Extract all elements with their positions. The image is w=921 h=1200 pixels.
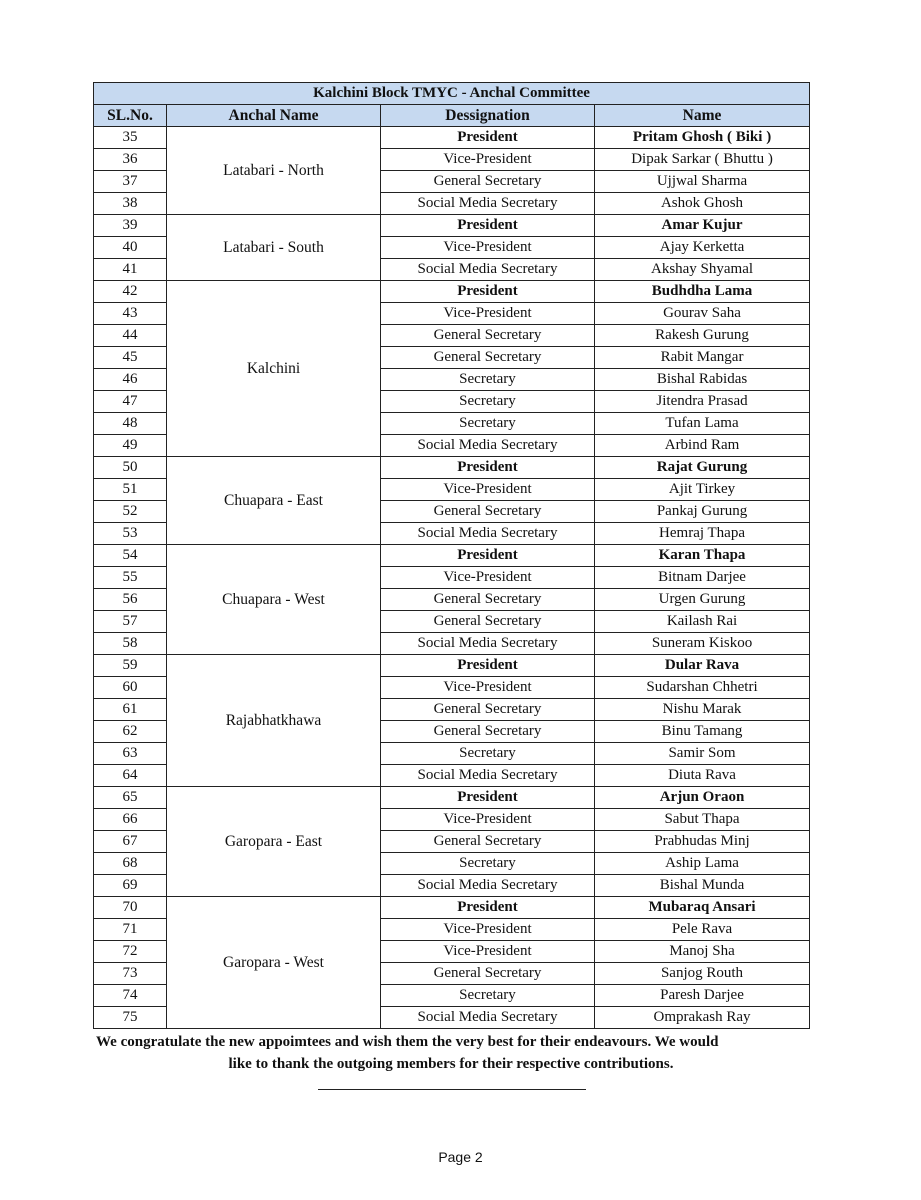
- designation-cell: President: [381, 897, 595, 919]
- sl-no-cell: 59: [94, 655, 167, 677]
- sl-no-cell: 37: [94, 171, 167, 193]
- member-name-cell: Suneram Kiskoo: [595, 633, 810, 655]
- sl-no-cell: 47: [94, 391, 167, 413]
- designation-cell: Social Media Secretary: [381, 875, 595, 897]
- designation-cell: President: [381, 787, 595, 809]
- member-name-cell: Pankaj Gurung: [595, 501, 810, 523]
- designation-cell: Secretary: [381, 743, 595, 765]
- page-number: Page 2: [438, 1149, 483, 1165]
- sl-no-cell: 54: [94, 545, 167, 567]
- signature-line: [318, 1089, 586, 1090]
- sl-no-cell: 48: [94, 413, 167, 435]
- designation-cell: President: [381, 281, 595, 303]
- sl-no-cell: 61: [94, 699, 167, 721]
- sl-no-cell: 68: [94, 853, 167, 875]
- member-name-cell: Omprakash Ray: [595, 1007, 810, 1029]
- table-body: [94, 127, 810, 1029]
- designation-cell: General Secretary: [381, 699, 595, 721]
- member-name-cell: Paresh Darjee: [595, 985, 810, 1007]
- closing-message: [93, 1031, 809, 1075]
- sl-no-cell: 62: [94, 721, 167, 743]
- sl-no-cell: 35: [94, 127, 167, 149]
- member-name-cell: Bitnam Darjee: [595, 567, 810, 589]
- sl-no-cell: 65: [94, 787, 167, 809]
- designation-cell: Social Media Secretary: [381, 259, 595, 281]
- sl-no-cell: 44: [94, 325, 167, 347]
- member-name-cell: Amar Kujur: [595, 215, 810, 237]
- anchal-name-cell: Kalchini: [167, 281, 381, 457]
- sl-no-cell: 53: [94, 523, 167, 545]
- sl-no-cell: 52: [94, 501, 167, 523]
- designation-cell: Secretary: [381, 369, 595, 391]
- member-name-cell: Pritam Ghosh ( Biki ): [595, 127, 810, 149]
- member-name-cell: Sanjog Routh: [595, 963, 810, 985]
- designation-cell: Vice-President: [381, 237, 595, 259]
- table-row: [94, 655, 810, 677]
- member-name-cell: Sudarshan Chhetri: [595, 677, 810, 699]
- sl-no-cell: 50: [94, 457, 167, 479]
- member-name-cell: Rajat Gurung: [595, 457, 810, 479]
- sl-no-cell: 43: [94, 303, 167, 325]
- designation-cell: Vice-President: [381, 919, 595, 941]
- designation-cell: Social Media Secretary: [381, 765, 595, 787]
- member-name-cell: Nishu Marak: [595, 699, 810, 721]
- anchal-name-cell: Garopara - West: [167, 897, 381, 1029]
- designation-cell: President: [381, 545, 595, 567]
- member-name-cell: Rakesh Gurung: [595, 325, 810, 347]
- designation-cell: Secretary: [381, 413, 595, 435]
- sl-no-cell: 66: [94, 809, 167, 831]
- designation-cell: Social Media Secretary: [381, 1007, 595, 1029]
- anchal-name-cell: Chuapara - West: [167, 545, 381, 655]
- sl-no-cell: 69: [94, 875, 167, 897]
- sl-no-cell: 56: [94, 589, 167, 611]
- designation-cell: Vice-President: [381, 303, 595, 325]
- sl-no-cell: 72: [94, 941, 167, 963]
- designation-cell: General Secretary: [381, 325, 595, 347]
- designation-cell: Secretary: [381, 853, 595, 875]
- member-name-cell: Kailash Rai: [595, 611, 810, 633]
- designation-cell: General Secretary: [381, 963, 595, 985]
- sl-no-cell: 38: [94, 193, 167, 215]
- member-name-cell: Binu Tamang: [595, 721, 810, 743]
- table-row: [94, 787, 810, 809]
- sl-no-cell: 64: [94, 765, 167, 787]
- designation-cell: General Secretary: [381, 611, 595, 633]
- sl-no-cell: 57: [94, 611, 167, 633]
- designation-cell: Vice-President: [381, 479, 595, 501]
- member-name-cell: Diuta Rava: [595, 765, 810, 787]
- designation-cell: General Secretary: [381, 589, 595, 611]
- member-name-cell: Bishal Rabidas: [595, 369, 810, 391]
- table-title-row: [94, 83, 810, 105]
- member-name-cell: Arbind Ram: [595, 435, 810, 457]
- member-name-cell: Mubaraq Ansari: [595, 897, 810, 919]
- anchal-name-cell: Latabari - North: [167, 127, 381, 215]
- member-name-cell: Dular Rava: [595, 655, 810, 677]
- sl-no-cell: 41: [94, 259, 167, 281]
- sl-no-cell: 45: [94, 347, 167, 369]
- member-name-cell: Bishal Munda: [595, 875, 810, 897]
- designation-cell: General Secretary: [381, 721, 595, 743]
- designation-cell: Vice-President: [381, 941, 595, 963]
- sl-no-cell: 49: [94, 435, 167, 457]
- designation-cell: President: [381, 127, 595, 149]
- member-name-cell: Pele Rava: [595, 919, 810, 941]
- sl-no-cell: 67: [94, 831, 167, 853]
- designation-cell: General Secretary: [381, 347, 595, 369]
- designation-cell: Vice-President: [381, 677, 595, 699]
- committee-table: [93, 82, 810, 1029]
- sl-no-cell: 58: [94, 633, 167, 655]
- sl-no-cell: 46: [94, 369, 167, 391]
- member-name-cell: Ashok Ghosh: [595, 193, 810, 215]
- table-row: [94, 897, 810, 919]
- designation-cell: Secretary: [381, 391, 595, 413]
- header-name: Name: [595, 105, 810, 127]
- designation-cell: General Secretary: [381, 501, 595, 523]
- member-name-cell: Dipak Sarkar ( Bhuttu ): [595, 149, 810, 171]
- designation-cell: Social Media Secretary: [381, 523, 595, 545]
- designation-cell: President: [381, 215, 595, 237]
- designation-cell: Vice-President: [381, 809, 595, 831]
- member-name-cell: Hemraj Thapa: [595, 523, 810, 545]
- table-row: [94, 127, 810, 149]
- member-name-cell: Samir Som: [595, 743, 810, 765]
- member-name-cell: Sabut Thapa: [595, 809, 810, 831]
- member-name-cell: Ujjwal Sharma: [595, 171, 810, 193]
- designation-cell: Social Media Secretary: [381, 633, 595, 655]
- member-name-cell: Urgen Gurung: [595, 589, 810, 611]
- header-anchal-name: Anchal Name: [167, 105, 381, 127]
- designation-cell: Vice-President: [381, 567, 595, 589]
- member-name-cell: Jitendra Prasad: [595, 391, 810, 413]
- anchal-name-cell: Latabari - South: [167, 215, 381, 281]
- designation-cell: Social Media Secretary: [381, 435, 595, 457]
- designation-cell: Social Media Secretary: [381, 193, 595, 215]
- closing-line-2: like to thank the outgoing members for their respective contributions.: [228, 1056, 674, 1072]
- sl-no-cell: 55: [94, 567, 167, 589]
- table-row: [94, 281, 810, 303]
- table-title: Kalchini Block TMYC - Anchal Committee: [94, 83, 810, 105]
- designation-cell: Secretary: [381, 985, 595, 1007]
- header-sl-no: SL.No.: [94, 105, 167, 127]
- sl-no-cell: 42: [94, 281, 167, 303]
- sl-no-cell: 60: [94, 677, 167, 699]
- sl-no-cell: 70: [94, 897, 167, 919]
- table-header-row: [94, 105, 810, 127]
- header-designation: Dessignation: [381, 105, 595, 127]
- sl-no-cell: 39: [94, 215, 167, 237]
- sl-no-cell: 63: [94, 743, 167, 765]
- designation-cell: President: [381, 655, 595, 677]
- member-name-cell: Ajay Kerketta: [595, 237, 810, 259]
- table-row: [94, 215, 810, 237]
- member-name-cell: Tufan Lama: [595, 413, 810, 435]
- designation-cell: General Secretary: [381, 171, 595, 193]
- sl-no-cell: 75: [94, 1007, 167, 1029]
- member-name-cell: Arjun Oraon: [595, 787, 810, 809]
- sl-no-cell: 36: [94, 149, 167, 171]
- designation-cell: Vice-President: [381, 149, 595, 171]
- member-name-cell: Prabhudas Minj: [595, 831, 810, 853]
- table-row: [94, 545, 810, 567]
- closing-line-1: We congratulate the new appoimtees and wish them the very best for their endeavours. We would: [96, 1034, 719, 1050]
- sl-no-cell: 40: [94, 237, 167, 259]
- anchal-name-cell: Rajabhatkhawa: [167, 655, 381, 787]
- sl-no-cell: 71: [94, 919, 167, 941]
- member-name-cell: Akshay Shyamal: [595, 259, 810, 281]
- table-row: [94, 457, 810, 479]
- sl-no-cell: 73: [94, 963, 167, 985]
- member-name-cell: Rabit Mangar: [595, 347, 810, 369]
- member-name-cell: Karan Thapa: [595, 545, 810, 567]
- member-name-cell: Budhdha Lama: [595, 281, 810, 303]
- sl-no-cell: 51: [94, 479, 167, 501]
- member-name-cell: Ajit Tirkey: [595, 479, 810, 501]
- sl-no-cell: 74: [94, 985, 167, 1007]
- designation-cell: General Secretary: [381, 831, 595, 853]
- anchal-name-cell: Chuapara - East: [167, 457, 381, 545]
- member-name-cell: Manoj Sha: [595, 941, 810, 963]
- designation-cell: President: [381, 457, 595, 479]
- member-name-cell: Gourav Saha: [595, 303, 810, 325]
- anchal-name-cell: Garopara - East: [167, 787, 381, 897]
- member-name-cell: Aship Lama: [595, 853, 810, 875]
